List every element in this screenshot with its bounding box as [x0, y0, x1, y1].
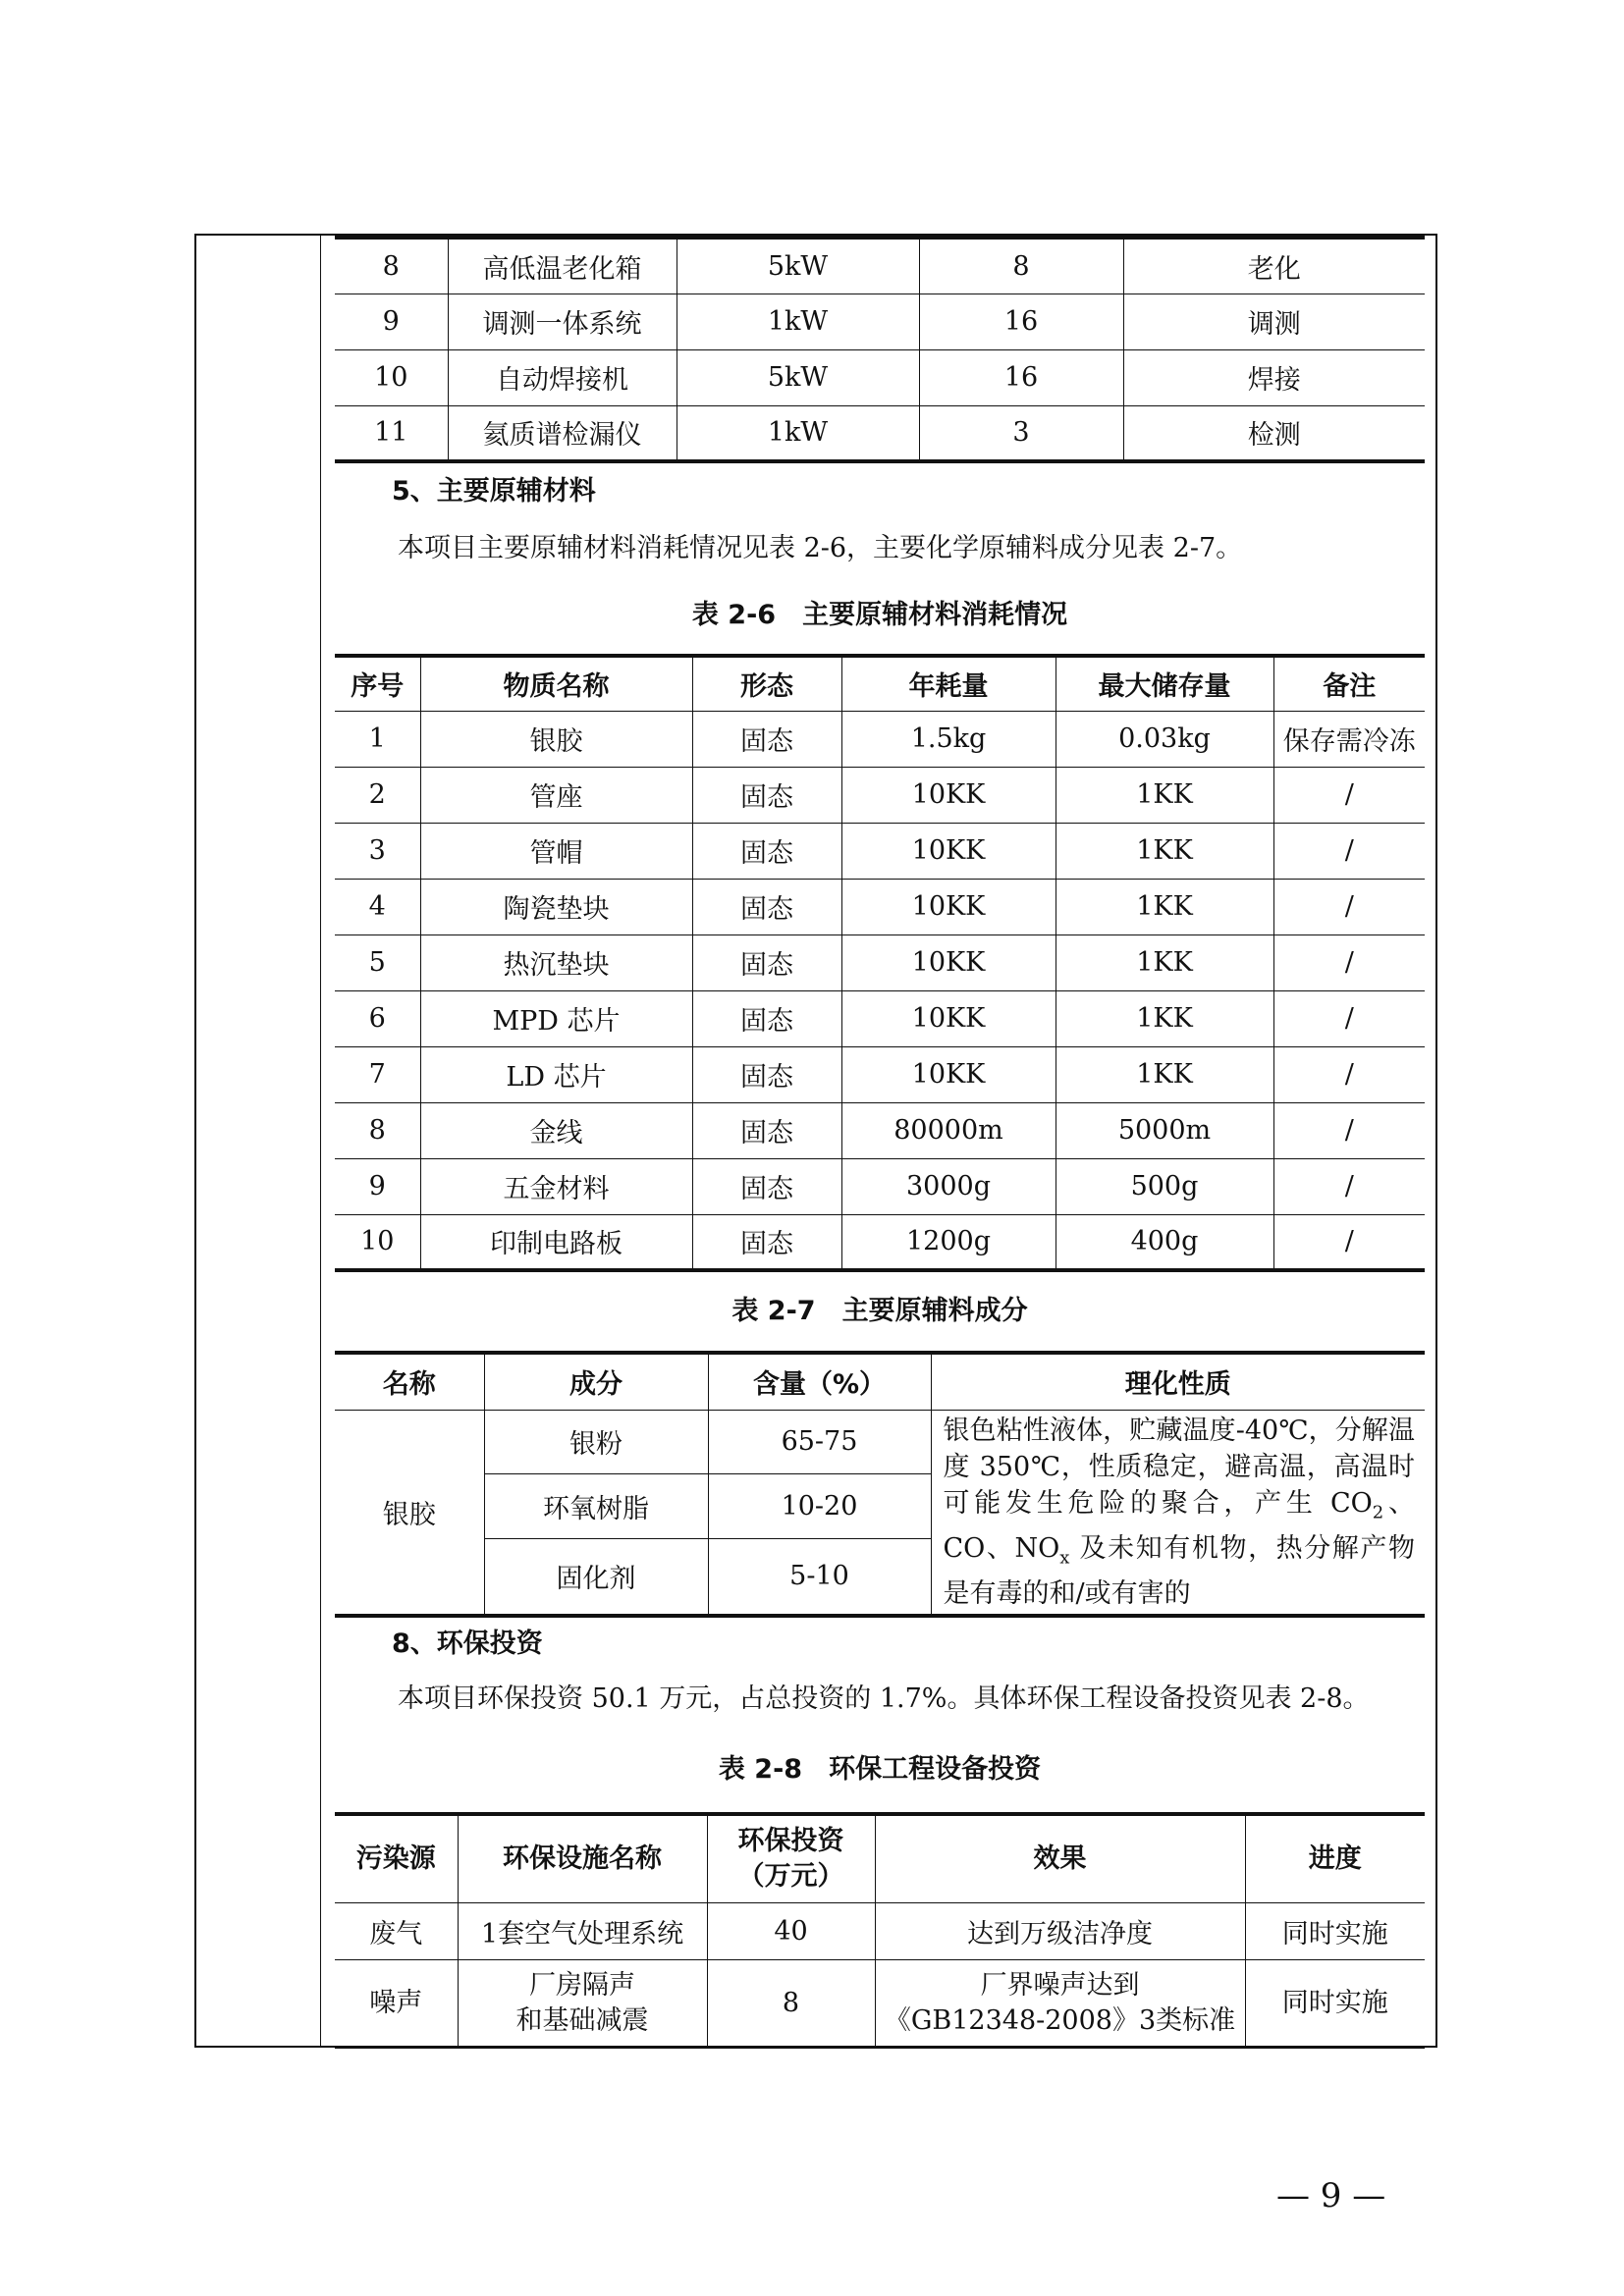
cell-remarks: / — [1273, 1046, 1425, 1102]
cell-state: 固态 — [692, 934, 841, 990]
header-remarks: 备注 — [1273, 656, 1425, 711]
equipment-power: 5kW — [677, 238, 919, 294]
cell-max-storage: 400g — [1056, 1214, 1273, 1270]
equipment-qty: 16 — [919, 349, 1123, 405]
cell-annual-use: 80000m — [841, 1102, 1056, 1158]
cell-remarks: / — [1273, 879, 1425, 934]
equipment-use: 焊接 — [1123, 349, 1425, 405]
header-index: 序号 — [335, 656, 420, 711]
table-row — [335, 879, 1425, 934]
table-row — [335, 990, 1425, 1046]
equipment-row — [335, 349, 1425, 405]
equipment-row — [335, 405, 1425, 461]
content-area — [335, 236, 1425, 2049]
cell-annual-use: 10KK — [841, 823, 1056, 879]
table-row — [335, 1214, 1425, 1270]
cell-max-storage: 1KK — [1056, 767, 1273, 823]
table-2-8-caption: 表 2-8 环保工程设备投资 — [718, 1754, 1042, 1786]
cell-substance: MPD 芯片 — [420, 990, 692, 1046]
cell-max-storage: 0.03kg — [1056, 711, 1273, 767]
component-name: 固化剂 — [484, 1538, 708, 1616]
effect: 厂界噪声达到 《GB12348-2008》3类标准 — [875, 1959, 1245, 2048]
cell-remarks: / — [1273, 1158, 1425, 1214]
cell-annual-use: 10KK — [841, 990, 1056, 1046]
cell-state: 固态 — [692, 990, 841, 1046]
physicochemical-properties: 银色粘性液体，贮藏温度-40℃，分解温度 350℃，性质稳定，避高温，高温时可能发生危险的聚合，产生 $CO_2$、CO、$NO_x$ 及未知有机物，热分解产物是有毒的和/或有害的 — [931, 1410, 1425, 1616]
material-name: 银胶 — [335, 1410, 484, 1616]
equipment-no: 10 — [335, 349, 448, 405]
component-name: 环氧树脂 — [484, 1474, 708, 1539]
progress: 同时实施 — [1245, 1902, 1425, 1959]
equipment-use: 调测 — [1123, 294, 1425, 349]
investment-amount: 8 — [707, 1959, 875, 2048]
table-2-7-caption: 表 2-7 主要原辅料成分 — [731, 1296, 1028, 1326]
header-component: 成分 — [484, 1353, 708, 1410]
progress: 同时实施 — [1245, 1959, 1425, 2048]
page-number: — 9 — — [1276, 2176, 1386, 2216]
header-content: 含量（%） — [708, 1353, 931, 1410]
cell-state: 固态 — [692, 1214, 841, 1270]
cell-state: 固态 — [692, 1102, 841, 1158]
cell-annual-use: 1.5kg — [841, 711, 1056, 767]
frame-divider — [320, 234, 321, 2048]
pollution-source: 废气 — [335, 1902, 458, 1959]
cell-max-storage: 1KK — [1056, 879, 1273, 934]
cell-substance: LD 芯片 — [420, 1046, 692, 1102]
section-heading-materials: 5、主要原辅材料 — [392, 476, 596, 507]
cell-annual-use: 1200g — [841, 1214, 1056, 1270]
equipment-use: 老化 — [1123, 238, 1425, 294]
cell-index: 10 — [335, 1214, 420, 1270]
cell-max-storage: 500g — [1056, 1158, 1273, 1214]
equipment-row — [335, 294, 1425, 349]
cell-remarks: / — [1273, 1102, 1425, 1158]
equipment-name: 高低温老化箱 — [448, 238, 677, 294]
cell-index: 7 — [335, 1046, 420, 1102]
header-state: 形态 — [692, 656, 841, 711]
cell-index: 8 — [335, 1102, 420, 1158]
cell-index: 6 — [335, 990, 420, 1046]
cell-state: 固态 — [692, 1046, 841, 1102]
pollution-source: 噪声 — [335, 1959, 458, 2048]
section-heading-env-investment: 8、环保投资 — [392, 1629, 543, 1660]
cell-annual-use: 10KK — [841, 767, 1056, 823]
equipment-no: 9 — [335, 294, 448, 349]
cell-index: 2 — [335, 767, 420, 823]
cell-substance: 陶瓷垫块 — [420, 879, 692, 934]
investment-amount: 40 — [707, 1902, 875, 1959]
equipment-table — [335, 236, 1425, 463]
header-name: 名称 — [335, 1353, 484, 1410]
env-investment-text: 本项目环保投资 50.1 万元，占总投资的 1.7%。具体环保工程设备投资见表 2-8。 — [398, 1683, 1370, 1715]
cell-max-storage: 1KK — [1056, 990, 1273, 1046]
table-row — [335, 1158, 1425, 1214]
cell-substance: 银胶 — [420, 711, 692, 767]
cell-substance: 金线 — [420, 1102, 692, 1158]
raw-materials-table — [335, 654, 1425, 1272]
table-2-6-caption: 表 2-6 主要原辅材料消耗情况 — [691, 600, 1068, 630]
cell-annual-use: 10KK — [841, 934, 1056, 990]
equipment-power: 5kW — [677, 349, 919, 405]
cell-remarks: / — [1273, 990, 1425, 1046]
cell-state: 固态 — [692, 767, 841, 823]
cell-max-storage: 5000m — [1056, 1102, 1273, 1158]
header-effect: 效果 — [875, 1814, 1245, 1902]
table-row — [335, 1102, 1425, 1158]
header-max-storage: 最大储存量 — [1056, 656, 1273, 711]
equipment-name: 自动焊接机 — [448, 349, 677, 405]
effect: 达到万级洁净度 — [875, 1902, 1245, 1959]
component-content: 65-75 — [708, 1410, 931, 1474]
facility-name: 1套空气处理系统 — [458, 1902, 707, 1959]
header-progress: 进度 — [1245, 1814, 1425, 1902]
materials-intro-text: 本项目主要原辅材料消耗情况见表 2-6，主要化学原辅料成分见表 2-7。 — [398, 533, 1243, 563]
equipment-no: 8 — [335, 238, 448, 294]
equipment-power: 1kW — [677, 405, 919, 461]
header-pollution-source: 污染源 — [335, 1814, 458, 1902]
equipment-row — [335, 238, 1425, 294]
cell-index: 4 — [335, 879, 420, 934]
equipment-power: 1kW — [677, 294, 919, 349]
cell-annual-use: 10KK — [841, 1046, 1056, 1102]
equipment-name: 氦质谱检漏仪 — [448, 405, 677, 461]
cell-substance: 五金材料 — [420, 1158, 692, 1214]
equipment-no: 11 — [335, 405, 448, 461]
cell-index: 3 — [335, 823, 420, 879]
cell-substance: 印制电路板 — [420, 1214, 692, 1270]
cell-max-storage: 1KK — [1056, 934, 1273, 990]
equipment-name: 调测一体系统 — [448, 294, 677, 349]
header-substance: 物质名称 — [420, 656, 692, 711]
cell-index: 5 — [335, 934, 420, 990]
composition-table — [335, 1351, 1425, 1618]
table-row — [335, 934, 1425, 990]
table-row — [335, 823, 1425, 879]
cell-substance: 热沉垫块 — [420, 934, 692, 990]
cell-state: 固态 — [692, 823, 841, 879]
cell-remarks: / — [1273, 934, 1425, 990]
cell-remarks: 保存需冷冻 — [1273, 711, 1425, 767]
header-investment: 环保投资 （万元） — [707, 1814, 875, 1902]
cell-remarks: / — [1273, 1214, 1425, 1270]
cell-annual-use: 3000g — [841, 1158, 1056, 1214]
component-content: 5-10 — [708, 1538, 931, 1616]
facility-name: 厂房隔声 和基础减震 — [458, 1959, 707, 2048]
cell-index: 9 — [335, 1158, 420, 1214]
cell-remarks: / — [1273, 767, 1425, 823]
equipment-qty: 16 — [919, 294, 1123, 349]
cell-state: 固态 — [692, 879, 841, 934]
equipment-qty: 8 — [919, 238, 1123, 294]
cell-state: 固态 — [692, 711, 841, 767]
cell-index: 1 — [335, 711, 420, 767]
header-annual-use: 年耗量 — [841, 656, 1056, 711]
header-facility: 环保设施名称 — [458, 1814, 707, 1902]
cell-annual-use: 10KK — [841, 879, 1056, 934]
header-properties: 理化性质 — [931, 1353, 1425, 1410]
table-row — [335, 711, 1425, 767]
cell-substance: 管帽 — [420, 823, 692, 879]
component-name: 银粉 — [484, 1410, 708, 1474]
table-row — [335, 767, 1425, 823]
component-content: 10-20 — [708, 1474, 931, 1539]
cell-substance: 管座 — [420, 767, 692, 823]
cell-state: 固态 — [692, 1158, 841, 1214]
equipment-use: 检测 — [1123, 405, 1425, 461]
cell-max-storage: 1KK — [1056, 823, 1273, 879]
cell-remarks: / — [1273, 823, 1425, 879]
cell-max-storage: 1KK — [1056, 1046, 1273, 1102]
env-investment-table — [335, 1812, 1425, 2049]
equipment-qty: 3 — [919, 405, 1123, 461]
table-row — [335, 1046, 1425, 1102]
